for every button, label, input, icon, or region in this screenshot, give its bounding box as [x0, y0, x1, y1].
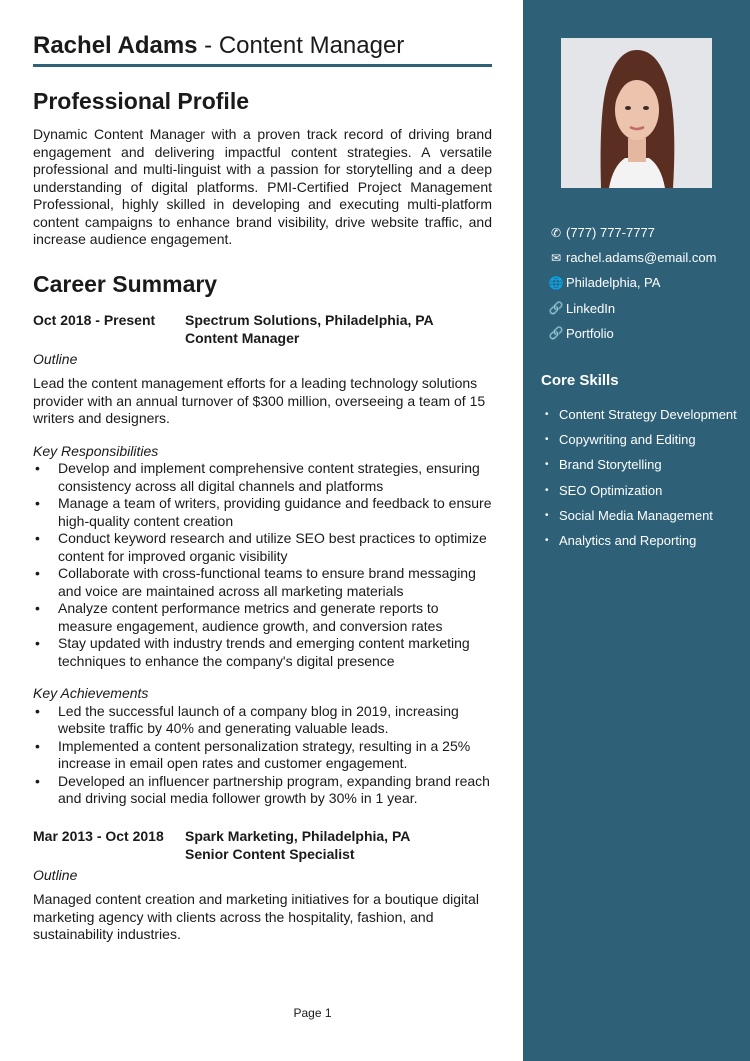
job-outline: Lead the content management efforts for a leading technology solutions provider with an annual turnover of $300 million, overseeing a team of 15 writers and designers. — [33, 375, 486, 426]
responsibilities-label: Key Responsibilities — [33, 442, 159, 459]
contact-portfolio[interactable]: 🔗 Portfolio — [548, 325, 614, 341]
career-heading: Career Summary — [33, 270, 218, 297]
skill-item: • Brand Storytelling — [545, 457, 662, 473]
list-item: • Develop and implement comprehensive content strategies, ensuring consistency across all digital channels and platforms — [35, 460, 480, 494]
job-dates: Oct 2018 - Present — [33, 311, 156, 328]
skills-heading: Core Skills — [541, 372, 619, 389]
job-header — [33, 827, 492, 863]
header-separator: - — [197, 32, 219, 59]
skills-list — [545, 402, 737, 553]
list-item: • Led the successful launch of a company blog in 2019, increasing website traffic by 40% and generating valuable leads. — [35, 702, 459, 736]
skill-item: • Analytics and Reporting — [545, 533, 697, 549]
skill-item: • SEO Optimization — [545, 482, 663, 498]
envelope-icon: ✉ — [550, 250, 562, 265]
list-item: • Implemented a content personalization strategy, resulting in a 25% increase in email open rates and customer engagement. — [35, 737, 471, 771]
link-icon: 🔗 — [548, 301, 564, 316]
job-company: Spectrum Solutions, Philadelphia, PA — [185, 311, 434, 328]
page-number: Page 1 — [293, 1006, 332, 1020]
job-role: Content Manager — [185, 329, 300, 346]
main-column — [33, 30, 492, 944]
list-item: • Developed an influencer partnership program, expanding brand reach and driving social media follower growth by 30% in 1 year. — [35, 772, 490, 806]
job-entry — [33, 827, 492, 944]
list-item: • Conduct keyword research and utilize SEO best practices to optimize content for improved organic visibility — [35, 530, 487, 564]
sidebar — [523, 0, 750, 1061]
candidate-name: Rachel Adams — [33, 32, 198, 59]
profile-heading: Professional Profile — [33, 88, 250, 114]
job-header — [33, 311, 492, 347]
responsibilities-list — [33, 460, 492, 670]
skill-item: • Social Media Management — [545, 507, 713, 523]
list-item: • Stay updated with industry trends and emerging content marketing techniques to enhance the company's digital presence — [35, 635, 470, 669]
globe-icon: 🌐 — [548, 275, 564, 290]
resume-header — [33, 30, 492, 62]
skill-item: • Content Strategy Development — [545, 407, 737, 423]
outline-label: Outline — [33, 866, 78, 883]
outline-label: Outline — [33, 350, 78, 367]
job-title: Content Manager — [218, 32, 405, 59]
link-icon: 🔗 — [548, 326, 564, 341]
phone-icon: ✆ — [550, 225, 562, 240]
job-outline: Managed content creation and marketing initiatives for a boutique digital marketing agency with clients across the hospitality, fashion, and sustainability industries. — [33, 891, 479, 942]
list-item: • Manage a team of writers, providing guidance and feedback to ensure high-quality content creation — [35, 495, 492, 529]
job-company: Spark Marketing, Philadelphia, PA — [185, 827, 411, 844]
profile-photo — [561, 38, 712, 188]
job-role: Senior Content Specialist — [185, 845, 355, 862]
header-divider — [33, 64, 492, 67]
skill-item: • Copywriting and Editing — [545, 432, 696, 448]
portrait-image — [561, 38, 712, 188]
list-item: • Analyze content performance metrics and generate reports to measure engagement, audience growth, and conversion rates — [35, 600, 443, 634]
achievements-list — [33, 703, 492, 808]
contact-phone: ✆ (777) 777-7777 — [547, 220, 716, 245]
list-item: • Collaborate with cross-functional teams to ensure brand messaging and voice are maintained across all marketing materials — [35, 565, 476, 599]
achievements-label: Key Achievements — [33, 685, 149, 701]
job-entry — [33, 311, 492, 808]
profile-text: Dynamic Content Manager with a proven track record of driving brand engagement and delivering impactful content strategies. A versatile professional and multi-linguist with a passion for storytelling and a deep understanding of digital platforms. PMI-Certified Project Management Professional, highly skilled in developing and executing multi-platform content campaigns to enhance brand visibility, drive website traffic, and increase audience engagement. — [33, 126, 492, 247]
contact-list — [547, 220, 716, 346]
job-dates: Mar 2013 - Oct 2018 — [33, 827, 164, 844]
contact-location: 🌐 Philadelphia, PA — [548, 275, 661, 291]
contact-email[interactable]: ✉ rachel.adams@email.com — [547, 245, 716, 270]
contact-linkedin[interactable]: 🔗 LinkedIn — [548, 300, 616, 316]
